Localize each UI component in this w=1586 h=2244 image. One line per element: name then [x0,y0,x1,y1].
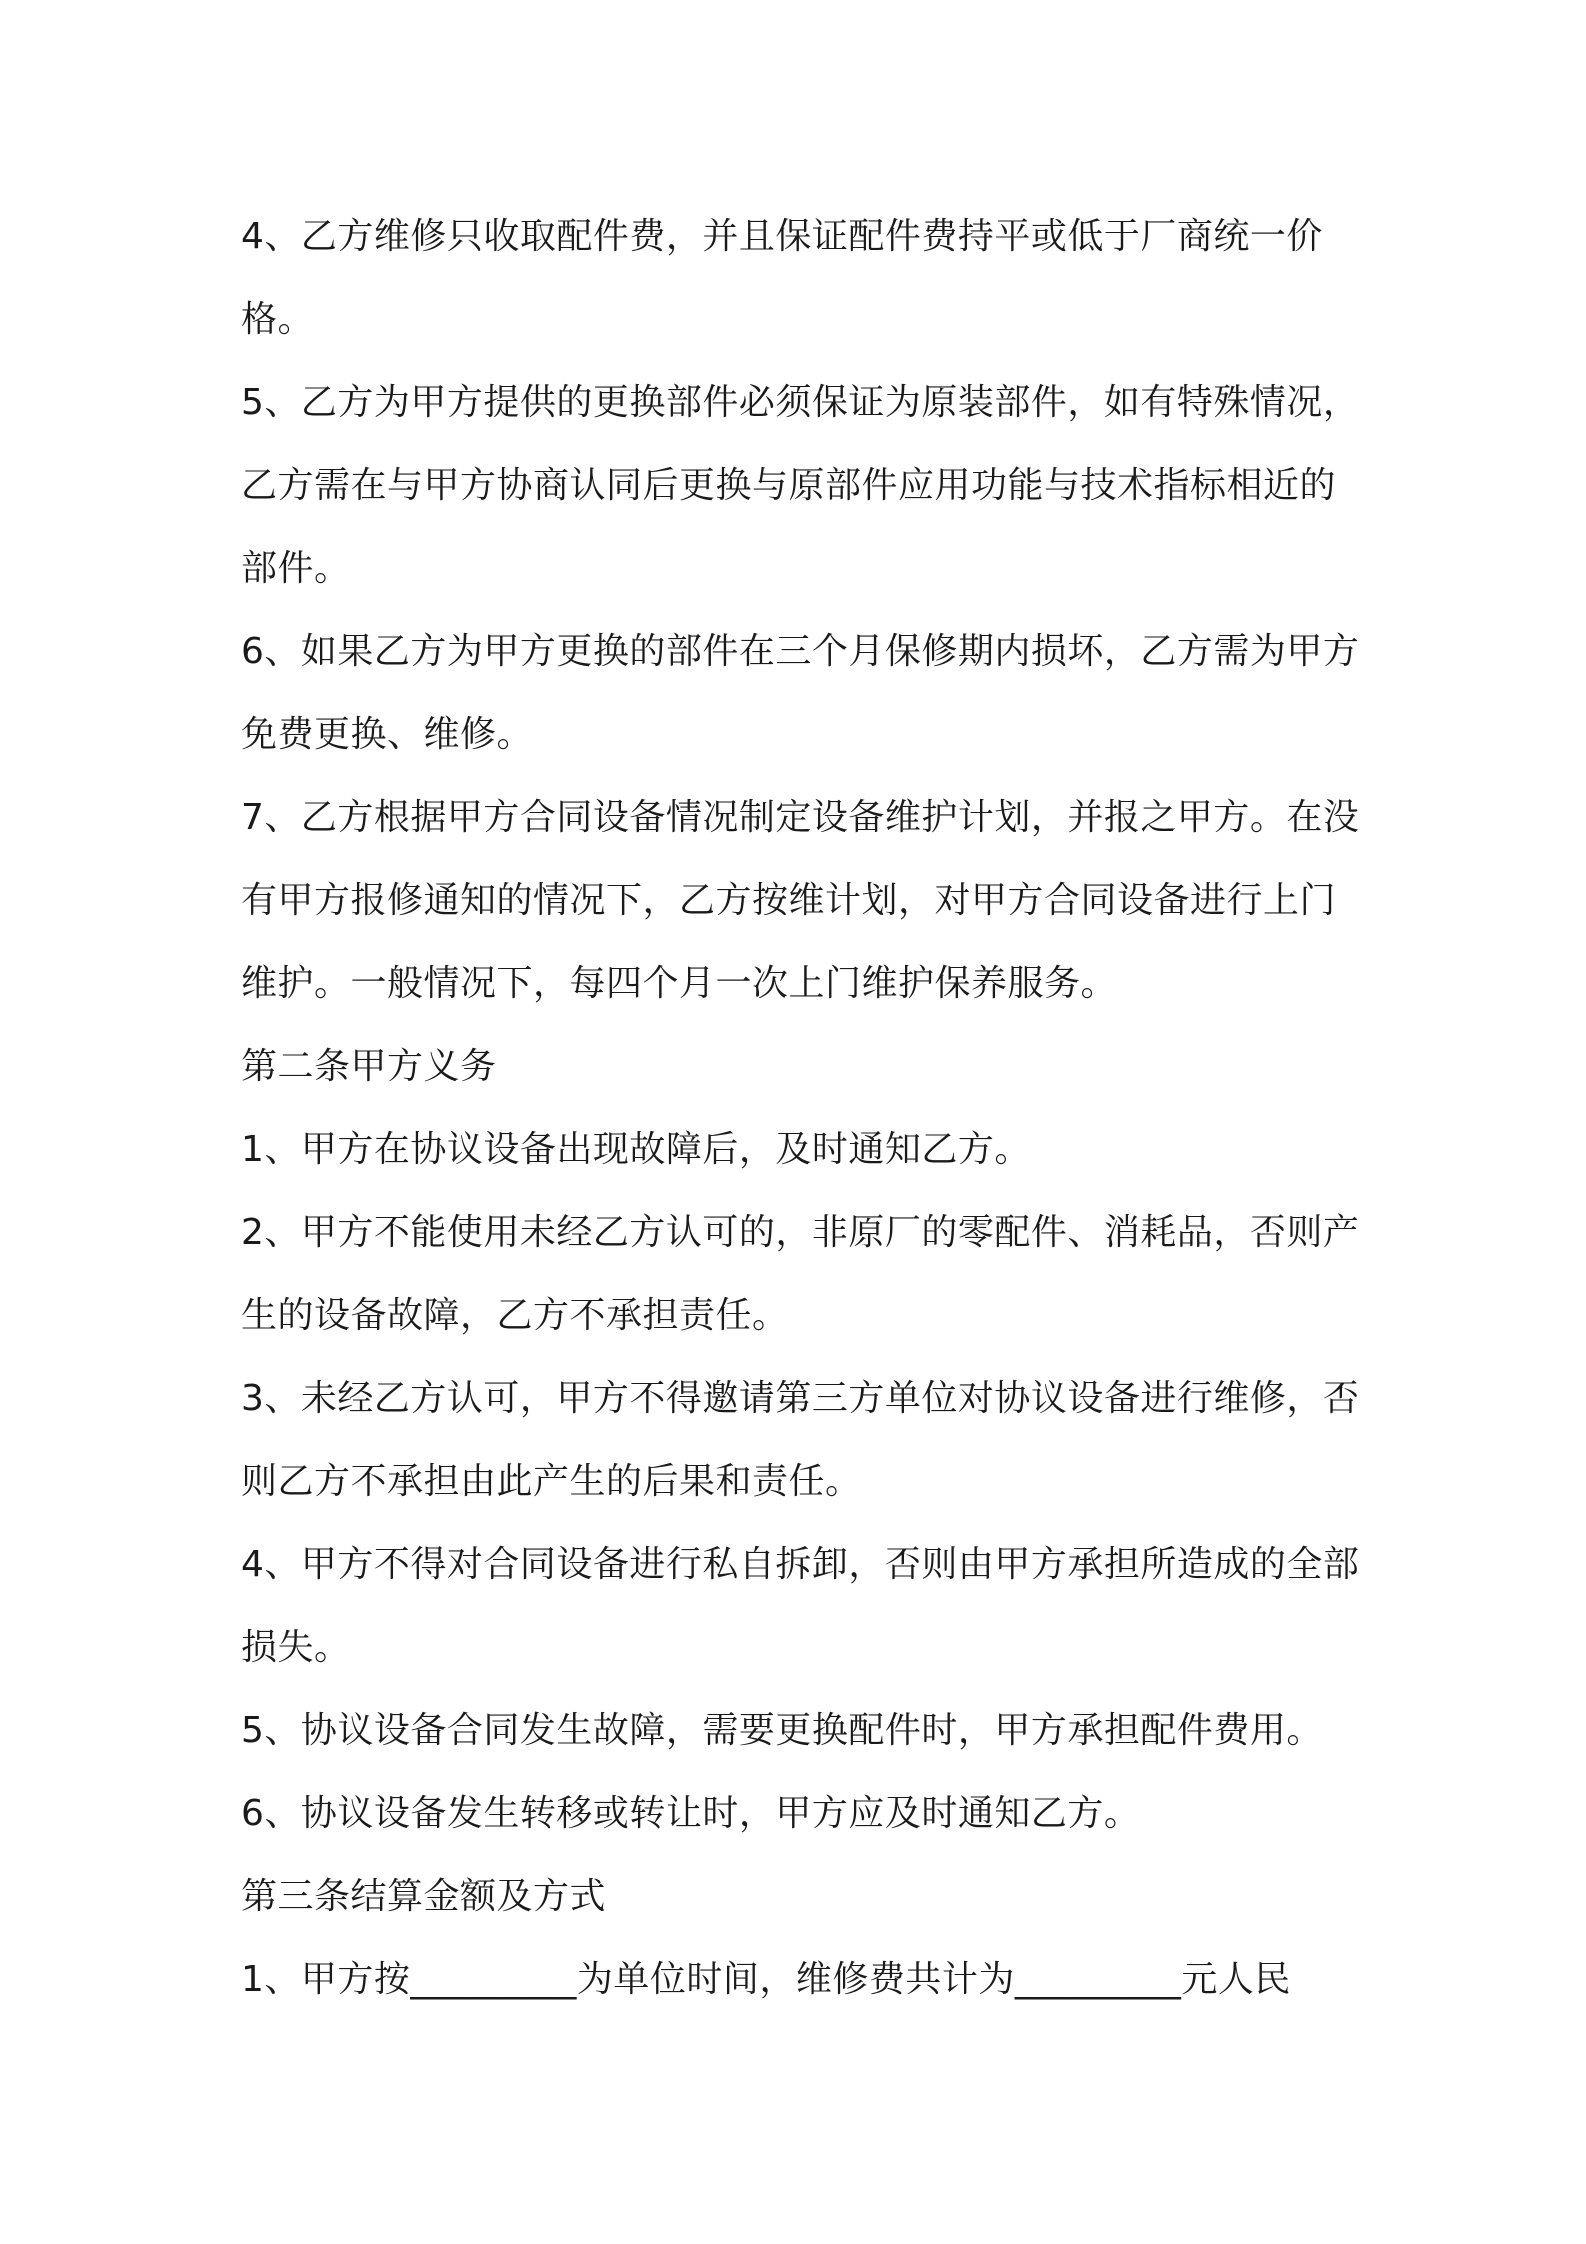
clause-party-a-6: 6、协议设备发生转移或转让时，甲方应及时通知乙方。 [241,1793,1141,1834]
clause-party-b-5: 5、乙方为甲方提供的更换部件必须保证为原装部件，如有特殊情况，乙方需在与甲方协商认同后更换与原部件应用功能与技术指标相近的部件。 [241,382,1360,589]
clause-party-b-6: 6、如果乙方为甲方更换的部件在三个月保修期内损坏，乙方需为甲方免费更换、维修。 [241,631,1360,755]
clause-party-b-7: 7、乙方根据甲方合同设备情况制定设备维护计划，并报之甲方。在没有甲方报修通知的情况下，乙方按维计划，对甲方合同设备进行上门维护。一般情况下，每四个月一次上门维护保养服务。 [241,797,1360,1004]
clause-party-b-4: 4、乙方维修只收取配件费，并且保证配件费持平或低于厂商统一价格。 [241,216,1323,340]
clause-settlement-1: 1、甲方按_________为单位时间，维修费共计为_________元人民 [241,1959,1291,2000]
section-heading-article-3: 第三条结算金额及方式 [241,1876,607,1917]
clause-party-a-5: 5、协议设备合同发生故障，需要更换配件时，甲方承担配件费用。 [241,1710,1323,1751]
clause-party-a-4: 4、甲方不得对合同设备进行私自拆卸，否则由甲方承担所造成的全部损失。 [241,1544,1360,1668]
document-body [241,195,1367,2021]
clause-party-a-1: 1、甲方在协议设备出现故障后，及时通知乙方。 [241,1129,1031,1170]
clause-party-a-2: 2、甲方不能使用未经乙方认可的，非原厂的零配件、消耗品，否则产生的设备故障，乙方不承担责任。 [241,1212,1360,1336]
section-heading-article-2: 第二条甲方义务 [241,1046,497,1087]
clause-party-a-3: 3、未经乙方认可，甲方不得邀请第三方单位对协议设备进行维修，否则乙方不承担由此产生的后果和责任。 [241,1378,1360,1502]
